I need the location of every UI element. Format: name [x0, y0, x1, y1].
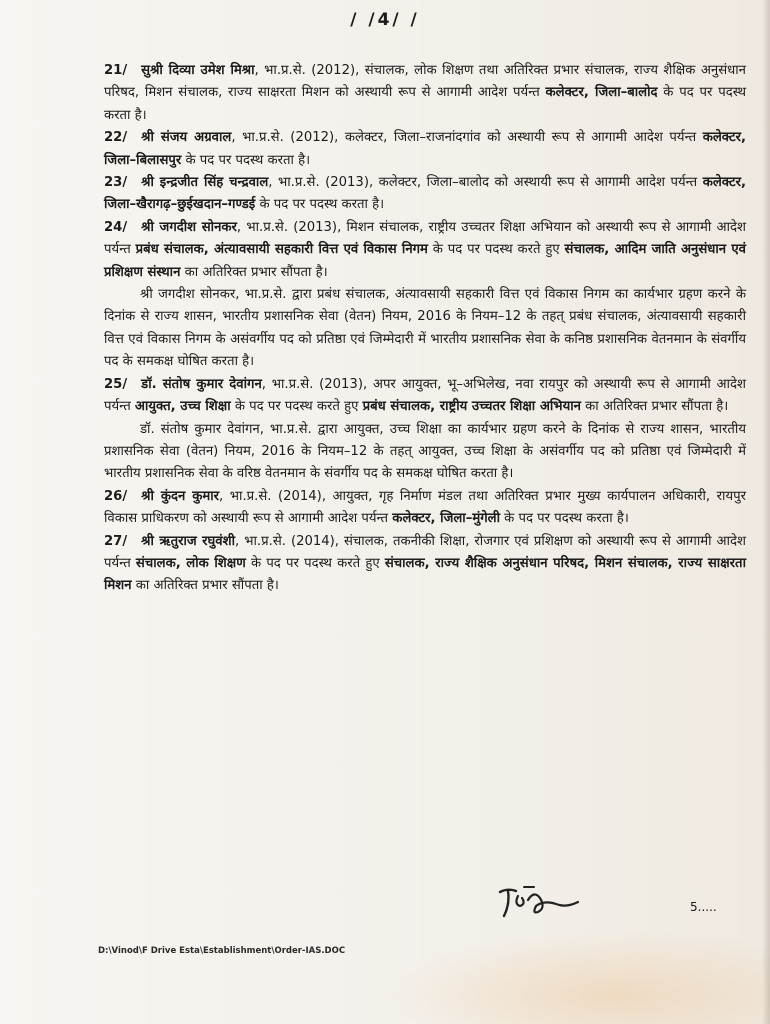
officer-name: श्री कुंदन कुमार: [141, 488, 220, 504]
order-body: [104, 60, 746, 598]
additional-charge-title: संचालक, राज्य शैक्षिक अनुसंधान परिषद, मिशन संचालक, राज्य साक्षरता मिशन: [104, 555, 746, 594]
item-text: , भा.प्र.से. (2012), कलेक्टर, जिला–राजनांदगांव को अस्थायी रूप से आगामी आदेश पर्यन्त: [231, 130, 703, 146]
officer-name: सुश्री दिव्या उमेश मिश्रा: [141, 63, 255, 78]
note-paragraph-24: श्री जगदीश सोनकर, भा.प्र.से. द्वारा प्रबंध संचालक, अंत्यावसायी सहकारी वित्त एवं विकास निगम का कार्यभार ग्रहण करने के दिनांक से राज्य शासन, भारतीय प्रशासनिक सेवा (वेतन) नियम, 2016 के नियम–12 के तहत् प्रबंध संचालक, अंत्यावसायी सहकारी वित्त एवं विकास निगम के असंवर्गीय पद को प्रतिष्ठा एवं जिम्मेदारी में भारतीय प्रशासनिक सेवा के कनिष्ठ प्रशासनिक वेतनमान के संवर्गीय पद के समकक्ष घोषित करता है।: [104, 287, 746, 370]
item-number: 23/: [104, 175, 128, 191]
order-item-27: [104, 531, 746, 598]
item-text: , भा.प्र.से. (2014), आयुक्त, गृह निर्माण मंडल तथा अतिरिक्त प्रभार मुख्य कार्यपालन अधिकारी, रायपुर विकास प्राधिकरण को अस्थायी रूप से आगामी आदेश पर्यन्त: [104, 488, 746, 527]
posting-title: कलेक्टर, जिला–मुंगेली: [392, 511, 500, 527]
item-text: के पद पर पदस्थ करते हुए: [427, 242, 565, 258]
item-text: का अतिरिक्त प्रभार सौंपता है।: [580, 399, 729, 415]
posting-title: कलेक्टर, जिला–बालोद: [545, 85, 658, 101]
item-text: के पद पर पदस्थ करते हुए: [245, 555, 385, 571]
item-number: 25/: [104, 376, 128, 392]
posting-title: संचालक, लोक शिक्षण: [135, 555, 246, 571]
order-item-22: [104, 127, 746, 172]
item-text: , भा.प्र.से. (2013), कलेक्टर, जिला–बालोद को अस्थायी रूप से आगामी आदेश पर्यन्त: [268, 175, 703, 191]
next-page-marker: 5.....: [690, 900, 717, 914]
handwritten-signature-icon: [494, 882, 590, 922]
item-text: , भा.प्र.से. (2014), संचालक, तकनीकी शिक्षा, रोजगार एवं प्रशिक्षण को अस्थायी रूप से आगामी आदेश पर्यन्त: [104, 533, 746, 571]
item-number: 24/: [104, 219, 128, 235]
posting-title: आयुक्त, उच्च शिक्षा: [134, 399, 231, 415]
page-edge-shadow: [762, 0, 770, 1024]
file-path-footer: D:\Vinod\F Drive Esta\Establishment\Order-IAS.DOC: [98, 946, 346, 956]
item-text: के पद पर पदस्थ करता है।: [181, 152, 311, 168]
order-item-21: [104, 60, 746, 127]
note-paragraph-25: डॉ. संतोष कुमार देवांगन, भा.प्र.से. द्वारा आयुक्त, उच्च शिक्षा का कार्यभार ग्रहण करने के दिनांक से राज्य शासन, भारतीय प्रशासनिक सेवा (वेतन) नियम, 2016 के नियम–12 के तहत् आयुक्त, उच्च शिक्षा के असंवर्गीय पद को प्रतिष्ठा एवं जिम्मेदारी में भारतीय प्रशासनिक सेवा के वरिष्ठ वेतनमान के संवर्गीय पद के समकक्ष घोषित करता है।: [104, 421, 746, 482]
item-text: का अतिरिक्त प्रभार सौंपता है।: [131, 578, 279, 594]
additional-charge-title: प्रबंध संचालक, राष्ट्रीय उच्चतर शिक्षा अभियान: [362, 399, 581, 415]
item-text: का अतिरिक्त प्रभार सौंपता है।: [180, 264, 328, 280]
officer-name: डॉ. संतोष कुमार देवांगन: [141, 376, 262, 392]
item-number: 21/: [104, 63, 128, 78]
item-text: , भा.प्र.से. (2013), अपर आयुक्त, भू–अभिलेख, नवा रायपुर को अस्थायी रूप से आगामी आदेश पर्यन्त: [104, 376, 746, 415]
posting-title: कलेक्टर, जिला–खैरागढ़–छुईखदान–गण्डई: [104, 175, 746, 213]
order-item-24: [104, 217, 746, 284]
officer-name: श्री जगदीश सोनकर: [141, 219, 237, 235]
page-number: / /4/ /: [350, 10, 420, 30]
item-text: के पद पर पदस्थ करता है।: [499, 511, 629, 527]
order-item-23: [104, 172, 746, 217]
order-item-26: [104, 486, 746, 531]
officer-name: श्री ऋतुराज रघुवंशी: [141, 533, 236, 549]
order-item-25: [104, 374, 746, 419]
officer-name: श्री इन्द्रजीत सिंह चन्द्रवाल: [141, 175, 269, 191]
lighting-glow: [380, 930, 770, 1024]
signature-drawing: [494, 882, 590, 922]
item-number: 27/: [104, 533, 128, 549]
item-text: के पद पर पदस्थ करता है।: [104, 85, 746, 123]
item-text: के पद पर पदस्थ करता है।: [255, 197, 385, 213]
posting-title: प्रबंध संचालक, अंत्यावसायी सहकारी वित्त एवं विकास निगम: [135, 242, 428, 258]
item-number: 22/: [104, 130, 128, 146]
item-text: , भा.प्र.से. (2012), संचालक, लोक शिक्षण तथा अतिरिक्त प्रभार संचालक, राज्य शैक्षिक अनुसंधान परिषद, मिशन संचालक, राज्य साक्षरता मिशन को अस्थायी रूप से आगामी आदेश पर्यन्त: [104, 63, 746, 101]
item-text: के पद पर पदस्थ करते हुए: [230, 399, 363, 415]
item-number: 26/: [104, 488, 128, 504]
posting-title: कलेक्टर, जिला–बिलासपुर: [104, 130, 746, 168]
officer-name: श्री संजय अग्रवाल: [141, 130, 232, 146]
additional-charge-title: संचालक, आदिम जाति अनुसंधान एवं प्रशिक्षण संस्थान: [104, 242, 747, 280]
item-text: , भा.प्र.से. (2013), मिशन संचालक, राष्ट्रीय उच्चतर शिक्षा अभियान को अस्थायी रूप से आगामी आदेश पर्यन्त: [104, 219, 746, 258]
